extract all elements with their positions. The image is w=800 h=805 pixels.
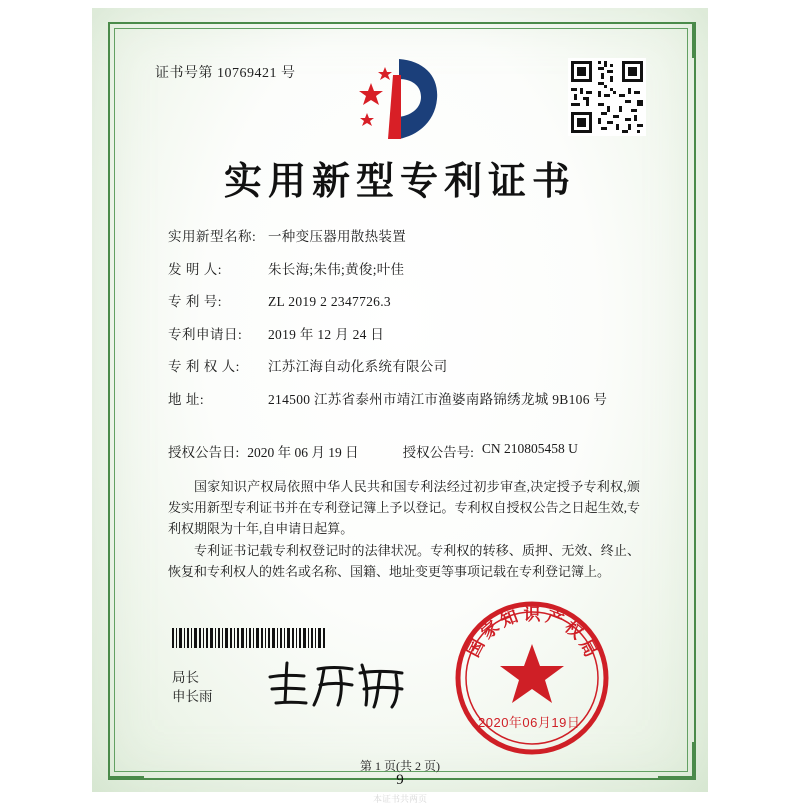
field-list [168, 225, 648, 420]
svg-text:识: 识 [523, 605, 541, 625]
faint-footer-note: 本证书共两页 [372, 794, 427, 804]
corner-ornament-top-left [108, 22, 144, 58]
field-value: 一种变压器用散热装置 [268, 229, 406, 244]
field-row-patent-number [168, 290, 648, 310]
field-value: 2019 年 12 月 24 日 [268, 326, 385, 342]
svg-text:家: 家 [477, 617, 504, 644]
field-row-application-date [168, 323, 648, 343]
barcode-icon [172, 628, 328, 648]
field-value: 214500 江苏省泰州市靖江市渔婆南路锦绣龙城 9B106 号 [268, 391, 608, 407]
body-paragraph-2: 专利证书记载专利权登记时的法律状况。专利权的转移、质押、无效、终止、恢复和专利权人的姓名或名称、国籍、地址变更等事项记载在专利登记簿上。 [168, 543, 640, 579]
grant-announcement-row [168, 441, 648, 461]
official-seal-icon [452, 598, 612, 758]
field-row-name [168, 225, 648, 245]
body-paragraph-1: 国家知识产权局依照中华人民共和国专利法经过初步审查,决定授予专利权,颁发实用新型专利证书并在专利登记簿上予以登记。专利权自授权公告之日起生效,专利权期限为十年,自申请日起算。 [168, 479, 640, 536]
field-label: 专 利 权 人: [168, 359, 240, 374]
qr-code-icon [568, 58, 646, 136]
field-row-inventor [168, 258, 648, 278]
field-label: 专 利 号: [168, 294, 223, 309]
seal-date: 2020年06月19日 [478, 715, 581, 730]
field-label: 专利申请日: [168, 326, 243, 342]
certificate-number: 证书号第 10769421 号 [155, 66, 296, 81]
page-number: 9 [396, 772, 404, 788]
field-row-address [168, 388, 648, 408]
svg-text:局: 局 [574, 636, 601, 661]
page-title: 实用新型专利证书 [223, 158, 576, 203]
field-value: ZL 2019 2 2347726.3 [268, 294, 391, 309]
svg-text:知: 知 [497, 606, 521, 632]
field-value: 江苏江海自动化系统有限公司 [268, 359, 448, 374]
svg-text:国: 国 [463, 636, 490, 661]
director-title-label: 局长 [172, 670, 199, 685]
grant-number-label: 授权公告号: [402, 445, 474, 460]
grant-date-value: 2020 年 06 月 19 日 [247, 445, 359, 460]
field-label: 地 址: [168, 391, 205, 407]
patent-office-logo-icon [355, 55, 447, 143]
field-row-patentee [168, 355, 648, 375]
field-label: 发 明 人: [168, 261, 223, 277]
field-value: 朱长海;朱伟;黄俊;叶佳 [268, 261, 405, 277]
grant-date-label: 授权公告日: [168, 445, 240, 460]
director-signature-icon [262, 655, 412, 715]
page-info: 第 1 页(共 2 页) [360, 759, 440, 773]
director-name: 申长雨 [172, 689, 213, 704]
field-label: 实用新型名称: [168, 229, 257, 244]
svg-text:权: 权 [560, 617, 587, 644]
svg-text:产: 产 [543, 606, 567, 632]
corner-ornament-top-right [658, 22, 694, 58]
director-block [172, 668, 213, 706]
grant-number-value: CN 210805458 U [481, 441, 578, 456]
